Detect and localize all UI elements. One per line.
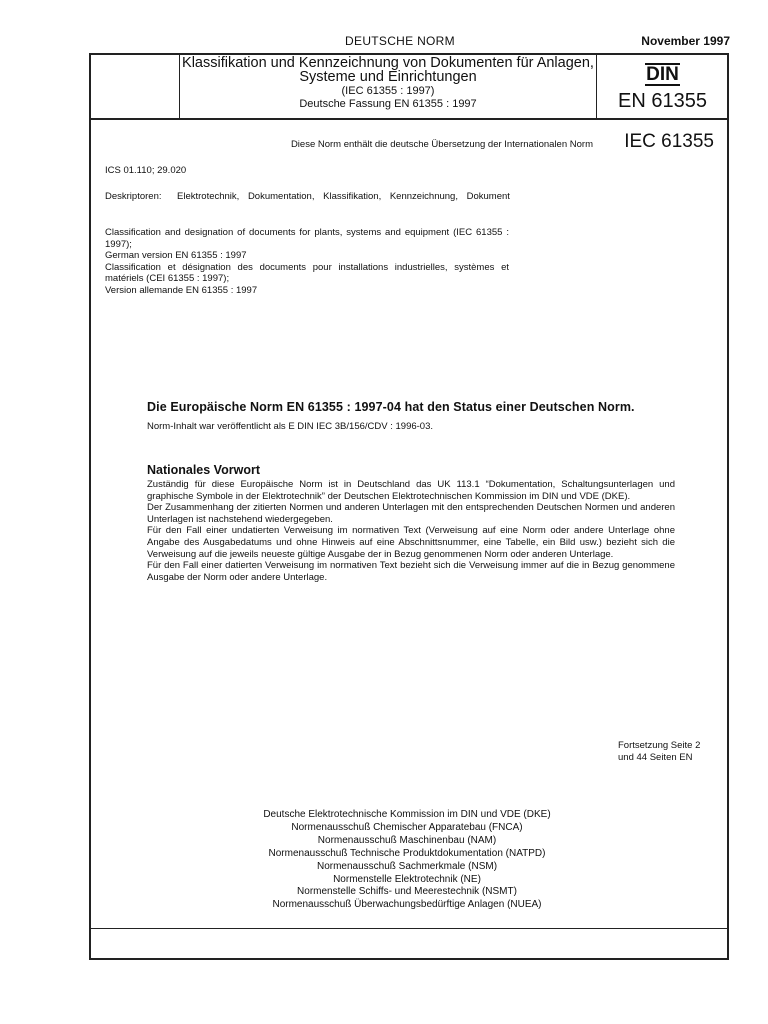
committee-item: Normenausschuß Überwachungsbedürftige Anlagen (NUEA) (272, 899, 542, 911)
committee-item: Normenstelle Elektrotechnik (NE) (333, 873, 481, 885)
national-foreword (147, 479, 675, 583)
issue-date: November 1997 (641, 34, 730, 48)
document-title-block (182, 56, 594, 110)
continuation-note (618, 740, 700, 763)
document-title: Klassifikation und Kennzeichnung von Dokumenten für Anlagen, Systeme und Einrichtungen (182, 55, 594, 85)
iec-reference: (IEC 61355 : 1997) (341, 85, 435, 97)
french-title: Classification et désignation des documents pour installations industrielles, systèmes et matériels (CEI 61355 : 1997); (105, 261, 509, 285)
standard-number: EN 61355 (618, 90, 707, 112)
committee-item: Deutsche Elektrotechnische Kommission im DIN und VDE (DKE) (263, 809, 551, 820)
committee-item: Normenausschuß Chemischer Apparatebau (FNCA) (291, 821, 523, 833)
classification-titles (105, 227, 509, 297)
footer-divider (89, 928, 729, 929)
english-title: Classification and designation of documents for plants, systems and equipment (IEC 61355 : 1997); (105, 227, 509, 250)
foreword-paragraph: Der Zusammenhang der zitierten Normen und anderen Unterlagen mit den entsprechenden Deutschen Normen und anderen Unterlagen ist nachstehend wiedergegeben. (147, 502, 675, 525)
descriptors-label: Deskriptoren: (105, 191, 162, 202)
foreword-paragraph: Für den Fall einer datierten Verweisung im normativen Text bezieht sich die Verweisung immer auf die in Bezug genommene Ausgabe der Norm oder andere Unterlage. (147, 560, 675, 583)
english-version: German version EN 61355 : 1997 (105, 250, 247, 262)
iec-number: IEC 61355 (624, 131, 714, 152)
foreword-paragraph: Zuständig für diese Europäische Norm ist in Deutschland das UK 113.1 “Dokumentation, Schaltungsunterlagen und graphische Symbole in der Elektrotechnik” der Deutschen Elektrotechnischen Kommission im DIN und VDE (DKE). (147, 479, 675, 502)
descriptors-value: Elektrotechnik, Dokumentation, Klassifikation, Kennzeichnung, Dokument (177, 191, 510, 202)
din-designation (596, 63, 729, 113)
translation-note: Diese Norm enthält die deutsche Übersetzung der Internationalen Norm (290, 139, 593, 150)
committee-list (180, 809, 634, 912)
national-foreword-heading: Nationales Vorwort (147, 463, 260, 477)
continuation-line: Fortsetzung Seite 2 (618, 740, 701, 751)
draft-reference: Norm-Inhalt war veröffentlicht als E DIN IEC 3B/156/CDV : 1996-03. (147, 421, 434, 432)
series-label: DEUTSCHE NORM (345, 34, 455, 48)
din-logo: DIN (646, 64, 679, 85)
german-version: Deutsche Fassung EN 61355 : 1997 (299, 98, 477, 110)
committee-item: Normenausschuß Technische Produktdokumentation (NATPD) (268, 847, 546, 859)
continuation-line: und 44 Seiten EN (618, 751, 693, 763)
french-version: Version allemande EN 61355 : 1997 (105, 284, 258, 296)
status-statement: Die Europäische Norm EN 61355 : 1997-04 hat den Status einer Deutschen Norm. (147, 400, 635, 414)
committee-item: Normenausschuß Sachmerkmale (NSM) (316, 860, 498, 872)
foreword-paragraph: Für den Fall einer undatierten Verweisung im normativen Text (Verweisung auf eine Norm oder andere Unterlage ohne Angabe des Ausgabedatums und ohne Hinweis auf eine Abschnittsnummer, eine Tabelle, ein Bild usw.) bezieht sich die Verweisung auf die jeweils neueste gültige Ausgabe der in Bezug genommenen Norm oder anderen Unterlage. (147, 525, 675, 560)
committee-item: Normenstelle Schiffs- und Meerestechnik (NSMT) (297, 886, 517, 898)
descriptors (105, 191, 525, 203)
committee-item: Normenausschuß Maschinenbau (NAM) (317, 834, 497, 846)
title-block-left-cell (89, 53, 180, 120)
ics-code: ICS 01.110; 29.020 (105, 165, 187, 176)
